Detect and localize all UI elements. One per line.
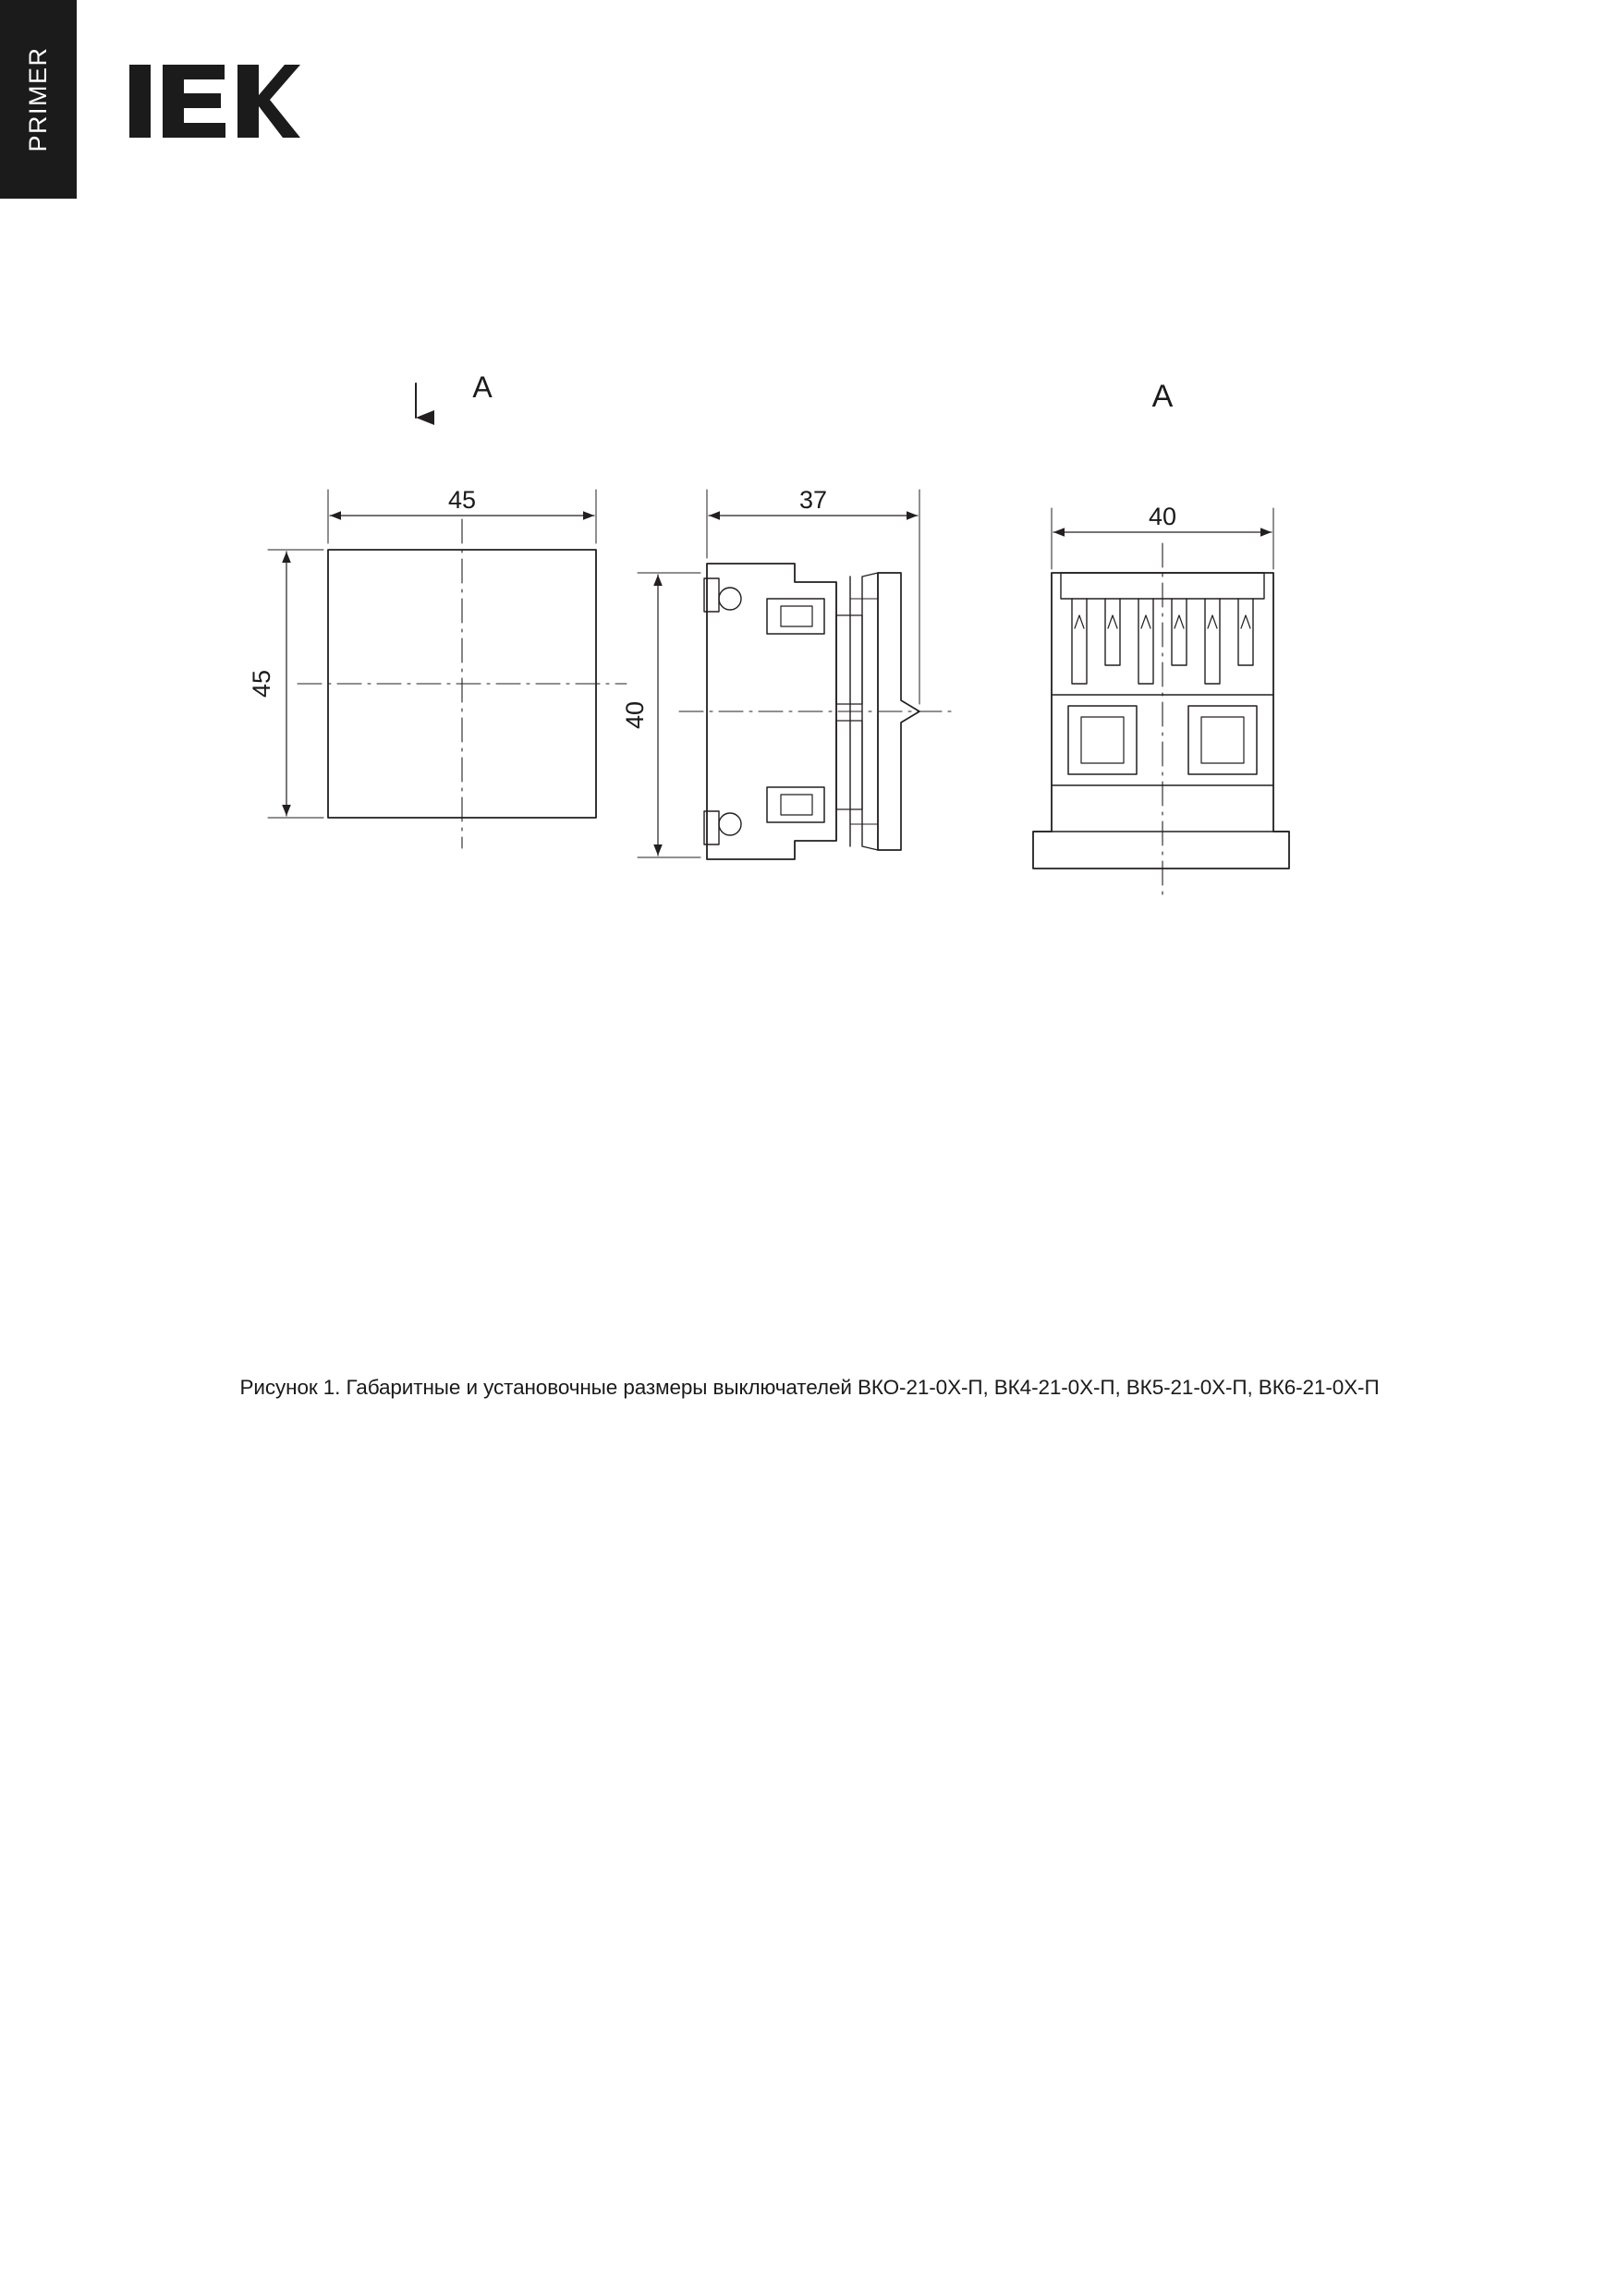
section-title-a: A — [1151, 379, 1174, 414]
brand-vertical-tab — [0, 0, 77, 199]
page-header — [0, 0, 1619, 199]
iek-logo — [129, 57, 300, 145]
dim-front-height: 45 — [248, 669, 275, 699]
side-view-geometry — [638, 490, 952, 859]
technical-drawing — [0, 351, 1619, 905]
dim-section-width: 40 — [1148, 503, 1177, 530]
section-arrow-label-a: A — [472, 371, 493, 404]
dim-front-width: 45 — [447, 486, 477, 514]
section-a-geometry — [1033, 508, 1289, 896]
front-view-geometry — [268, 383, 627, 848]
figure-caption: Рисунок 1. Габаритные и установочные размеры выключателей ВКО-21-0Х-П, ВК4-21-0Х-П, ВК5-21-0Х-П, ВК6-21-0Х-П — [239, 1376, 1380, 1399]
dim-side-height: 40 — [621, 700, 649, 730]
dim-side-width: 37 — [798, 486, 828, 514]
brand-vertical-tab-label: PRIMER — [24, 46, 52, 152]
